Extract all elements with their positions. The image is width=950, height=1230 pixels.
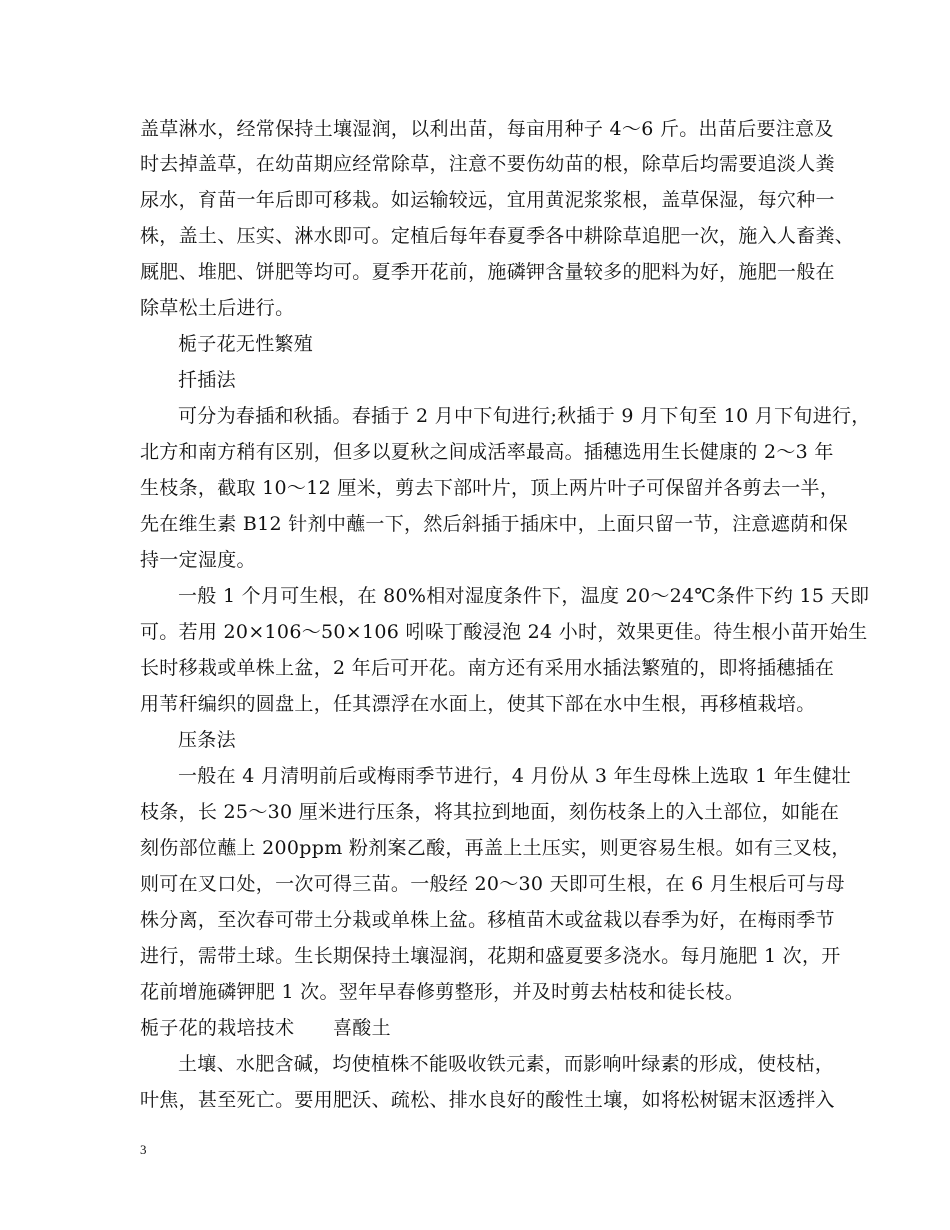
- paragraph-start-line: 土壤、水肥含碱，均使植株不能吸收铁元素，而影响叶绿素的形成，使枝枯，: [178, 1053, 835, 1075]
- text-line: 株分离，至次春可带土分栽或单株上盆。移植苗木或盆栽以春季为好，在梅雨季节: [140, 909, 835, 931]
- text-line: 叶焦，甚至死亡。要用肥沃、疏松、排水良好的酸性土壤，如将松树锯末沤透拌入: [140, 1089, 835, 1111]
- text-line: 株，盖土、压实、淋水即可。定植后每年春夏季各中耕除草追肥一次，施入人畜粪、: [140, 225, 855, 247]
- text-line: 尿水，育苗一年后即可移栽。如运输较远，宜用黄泥浆浆根，盖草保湿，每穴种一: [140, 189, 835, 211]
- text-line: 进行，需带土球。生长期保持土壤湿润，花期和盛夏要多浇水。每月施肥 1 次，开: [140, 945, 841, 967]
- paragraph-start-line: 一般在 4 月清明前后或梅雨季节进行，4 月份从 3 年生母株上选取 1 年生健壮: [178, 765, 851, 787]
- text-line: 花前增施磷钾肥 1 次。翌年早春修剪整形，并及时剪去枯枝和徒长枝。: [140, 981, 745, 1003]
- text-line: 持一定湿度。: [140, 549, 256, 571]
- text-line: 枝条，长 25～30 厘米进行压条，将其拉到地面，刻伤枝条上的入土部位，如能在: [140, 801, 840, 823]
- page-number: 3: [140, 1142, 147, 1157]
- text-line: 刻伤部位蘸上 200ppm 粉剂案乙酸，再盖上土压实，则更容易生根。如有三叉枝，: [140, 837, 851, 859]
- text-line: 则可在叉口处，一次可得三苗。一般经 20～30 天即可生根，在 6 月生根后可与母: [140, 873, 845, 895]
- section-heading: 栀子花的栽培技术 喜酸土: [140, 1017, 391, 1039]
- subsection-heading: 压条法: [178, 729, 236, 751]
- section-heading: 栀子花无性繁殖: [178, 333, 314, 355]
- text-line: 可。若用 20×106～50×106 吲哚丁酸浸泡 24 小时，效果更佳。待生根小苗开始生: [140, 621, 868, 643]
- text-line: 长时移栽或单株上盆，2 年后可开花。南方还有采用水插法繁殖的，即将插穗插在: [140, 657, 835, 679]
- text-line: 除草松土后进行。: [140, 297, 295, 319]
- text-line: 时去掉盖草，在幼苗期应经常除草，注意不要伤幼苗的根，除草后均需要追淡人粪: [140, 153, 835, 175]
- paragraph-start-line: 一般 1 个月可生根，在 80%相对湿度条件下，温度 20～24℃条件下约 15 天即: [178, 585, 870, 607]
- text-line: 用苇秆编织的圆盘上，任其漂浮在水面上，使其下部在水中生根，再移植栽培。: [140, 693, 816, 715]
- text-line: 盖草淋水，经常保持土壤湿润，以利出苗，每亩用种子 4～6 斤。出苗后要注意及: [140, 118, 834, 140]
- text-line: 厩肥、堆肥、饼肥等均可。夏季开花前，施磷钾含量较多的肥料为好，施肥一般在: [140, 261, 835, 283]
- text-line: 先在维生素 B12 针剂中蘸一下，然后斜插于插床中，上面只留一节，注意遮荫和保: [140, 513, 848, 535]
- subsection-heading: 扦插法: [178, 369, 236, 391]
- text-line: 生枝条，截取 10～12 厘米，剪去下部叶片，顶上两片叶子可保留并各剪去一半，: [140, 477, 840, 499]
- text-line: 北方和南方稍有区别，但多以夏秋之间成活率最高。插穗选用生长健康的 2～3 年: [140, 441, 834, 463]
- paragraph-start-line: 可分为春插和秋插。春插于 2 月中下旬进行;秋插于 9 月下旬至 10 月下旬进行，: [178, 405, 871, 427]
